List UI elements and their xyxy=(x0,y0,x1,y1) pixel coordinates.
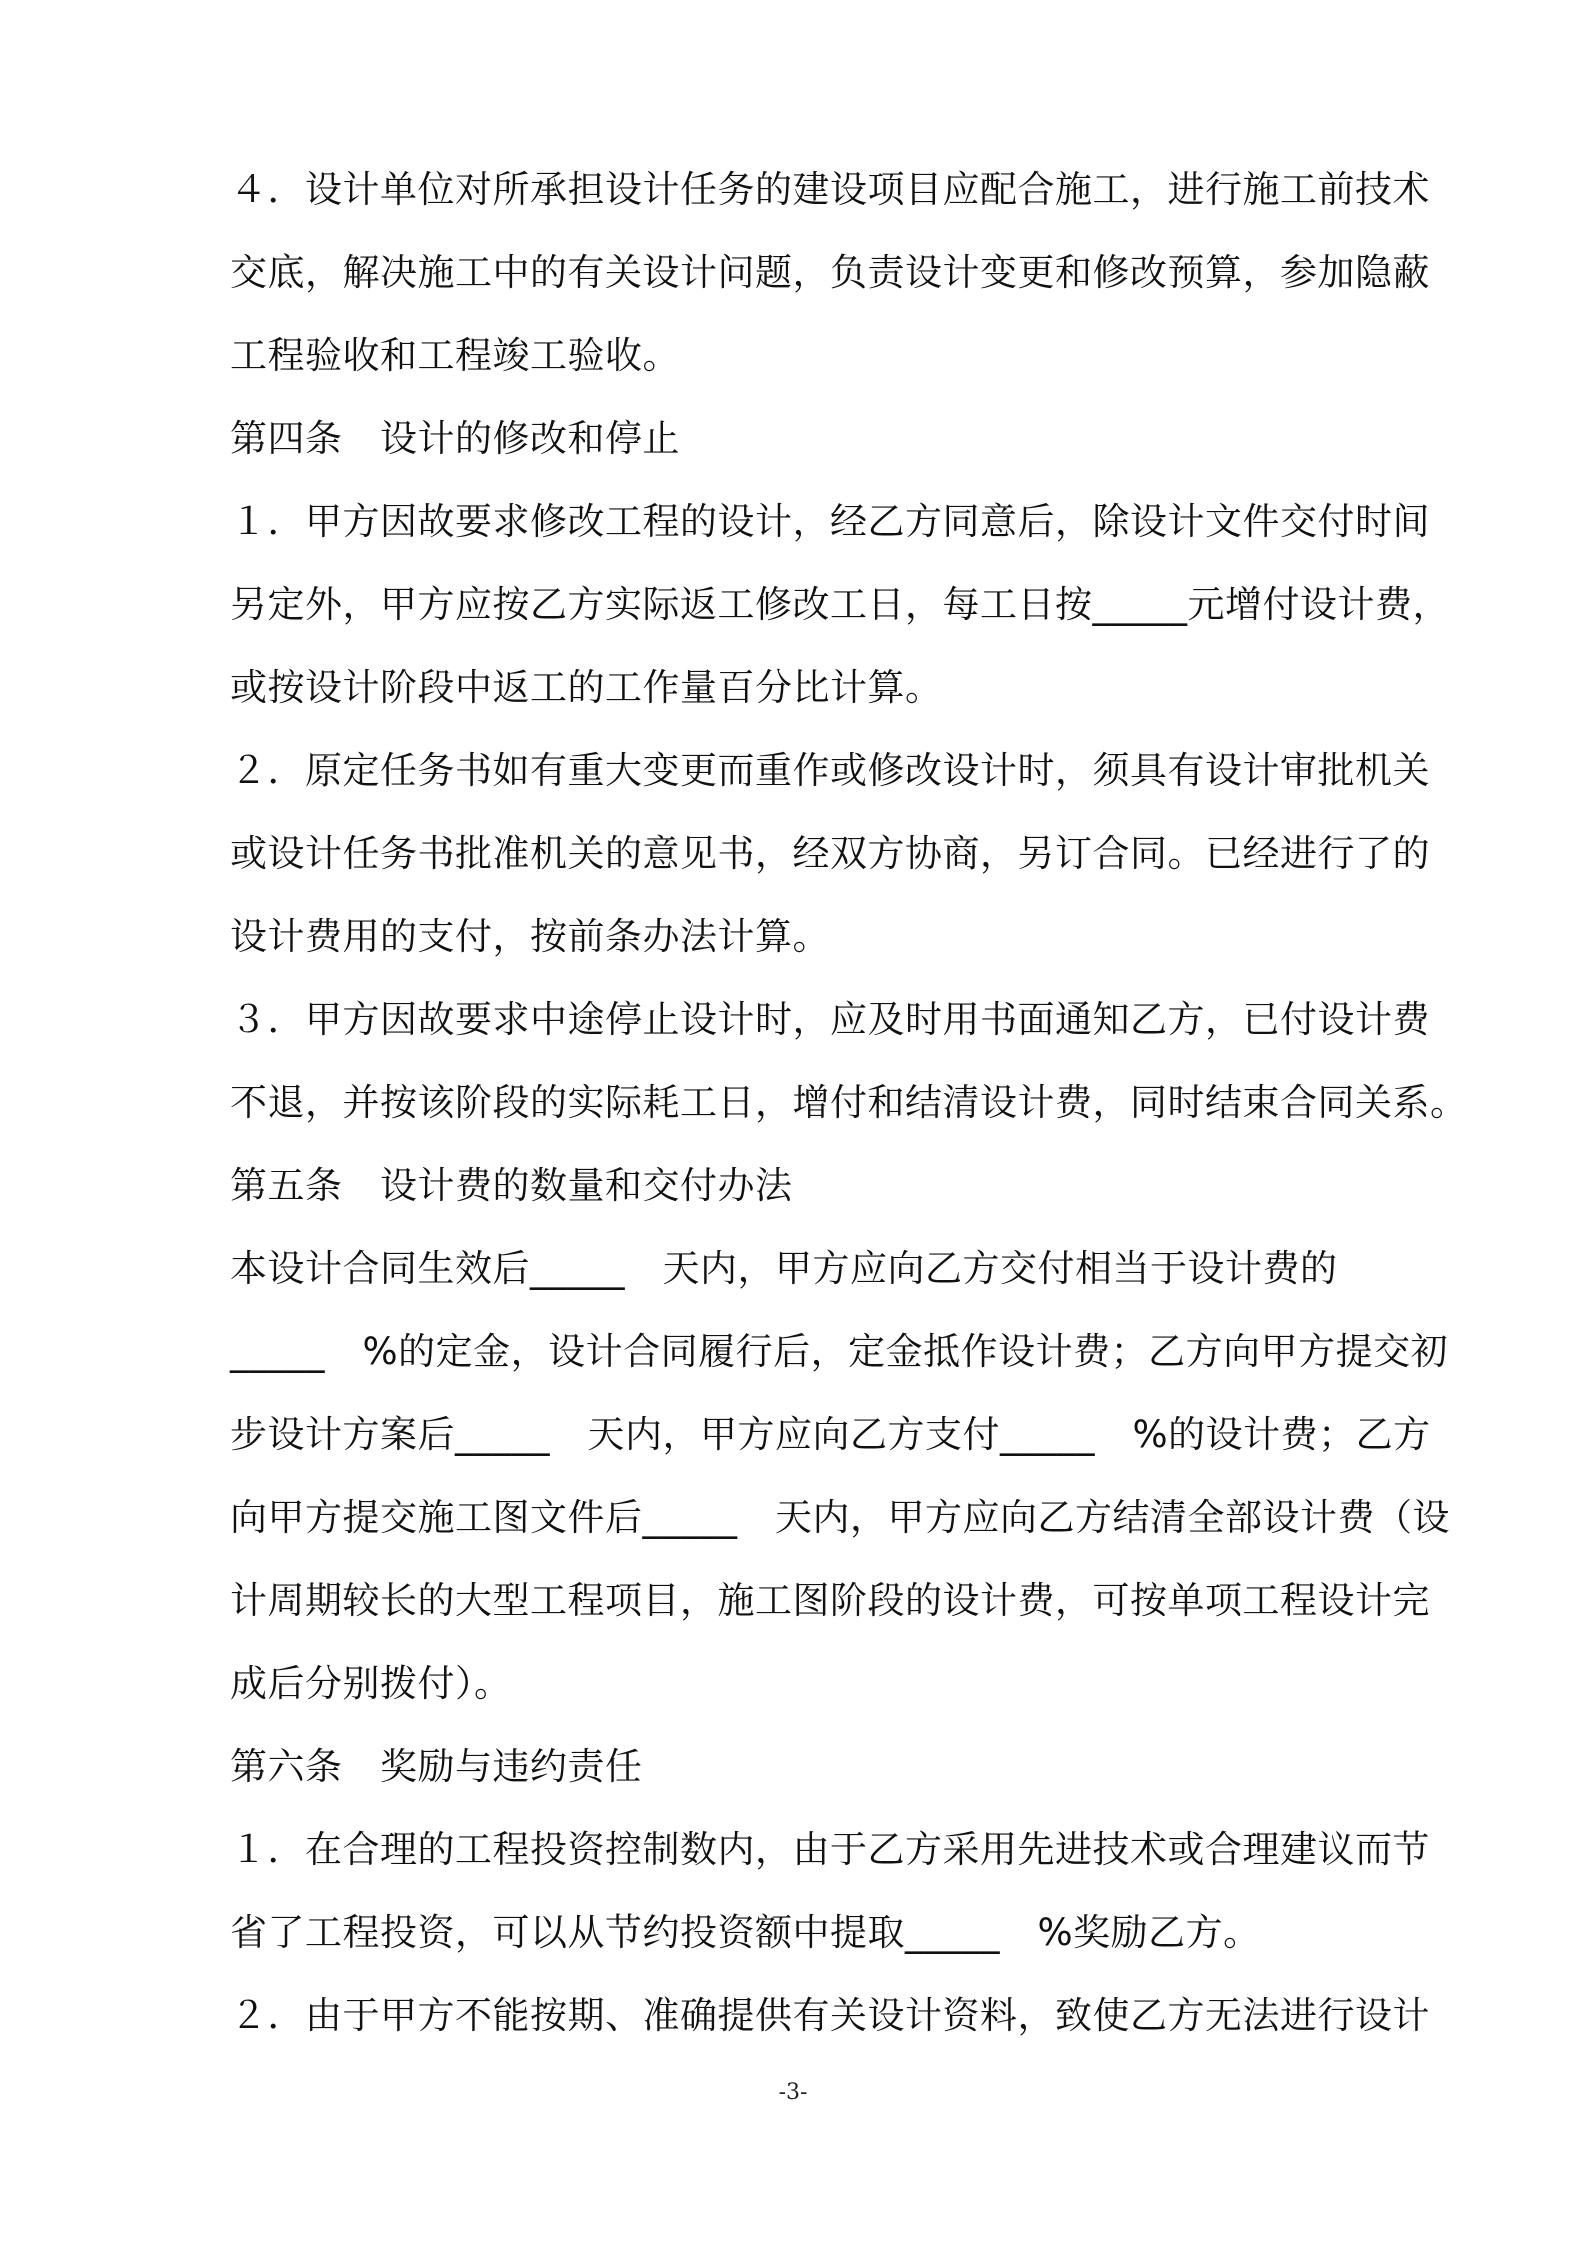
article-6-item-1-line-2: 省了工程投资，可以从节约投资额中提取_____ %奖励乙方。 xyxy=(230,1911,1261,1954)
article-6-item-2-line-1: ２．由于甲方不能按期、准确提供有关设计资料，致使乙方无法进行设计 xyxy=(230,1994,1430,2037)
document-body xyxy=(230,148,1468,2057)
article-4-item-1-line-2: 另定外，甲方应按乙方实际返工修改工日，每工日按_____元增付设计费， xyxy=(230,583,1450,626)
article-5-text-line-6: 成后分别拨付）。 xyxy=(230,1662,512,1705)
paragraph-4-line-2: 交底，解决施工中的有关设计问题，负责设计变更和修改预算，参加隐蔽 xyxy=(230,251,1430,294)
article-5-text-line-4: 向甲方提交施工图文件后_____ 天内，甲方应向乙方结清全部设计费（设 xyxy=(230,1496,1450,1539)
article-5-text-line-2: _____ %的定金，设计合同履行后，定金抵作设计费；乙方向甲方提交初 xyxy=(230,1330,1449,1373)
article-4-item-1-line-1: １．甲方因故要求修改工程的设计，经乙方同意后，除设计文件交付时间 xyxy=(230,500,1430,543)
article-5-text-line-5: 计周期较长的大型工程项目，施工图阶段的设计费，可按单项工程设计完 xyxy=(230,1579,1430,1622)
article-5-heading: 第五条 设计费的数量和交付办法 xyxy=(230,1164,793,1207)
article-5-text-line-3: 步设计方案后_____ 天内，甲方应向乙方支付_____ %的设计费；乙方 xyxy=(230,1413,1431,1456)
paragraph-4-line-1: ４．设计单位对所承担设计任务的建设项目应配合施工，进行施工前技术 xyxy=(230,168,1430,211)
article-4-heading: 第四条 设计的修改和停止 xyxy=(230,417,680,460)
article-4-item-2-line-3: 设计费用的支付，按前条办法计算。 xyxy=(230,915,830,958)
article-4-item-2-line-2: 或设计任务书批准机关的意见书，经双方协商，另订合同。已经进行了的 xyxy=(230,832,1430,875)
article-4-item-3-line-1: ３．甲方因故要求中途停止设计时，应及时用书面通知乙方，已付设计费 xyxy=(230,998,1430,1041)
article-5-text-line-1: 本设计合同生效后_____ 天内，甲方应向乙方交付相当于设计费的 xyxy=(230,1247,1338,1290)
article-6-item-1-line-1: １．在合理的工程投资控制数内，由于乙方采用先进技术或合理建议而节 xyxy=(230,1828,1430,1871)
page-number: -3- xyxy=(778,2080,808,2105)
article-4-item-2-line-1: ２．原定任务书如有重大变更而重作或修改设计时，须具有设计审批机关 xyxy=(230,749,1430,792)
article-4-item-1-line-3: 或按设计阶段中返工的工作量百分比计算。 xyxy=(230,666,943,709)
article-6-heading: 第六条 奖励与违约责任 xyxy=(230,1745,643,1788)
paragraph-4-line-3: 工程验收和工程竣工验收。 xyxy=(230,334,680,377)
article-4-item-3-line-2: 不退，并按该阶段的实际耗工日，增付和结清设计费，同时结束合同关系。 xyxy=(230,1081,1468,1124)
